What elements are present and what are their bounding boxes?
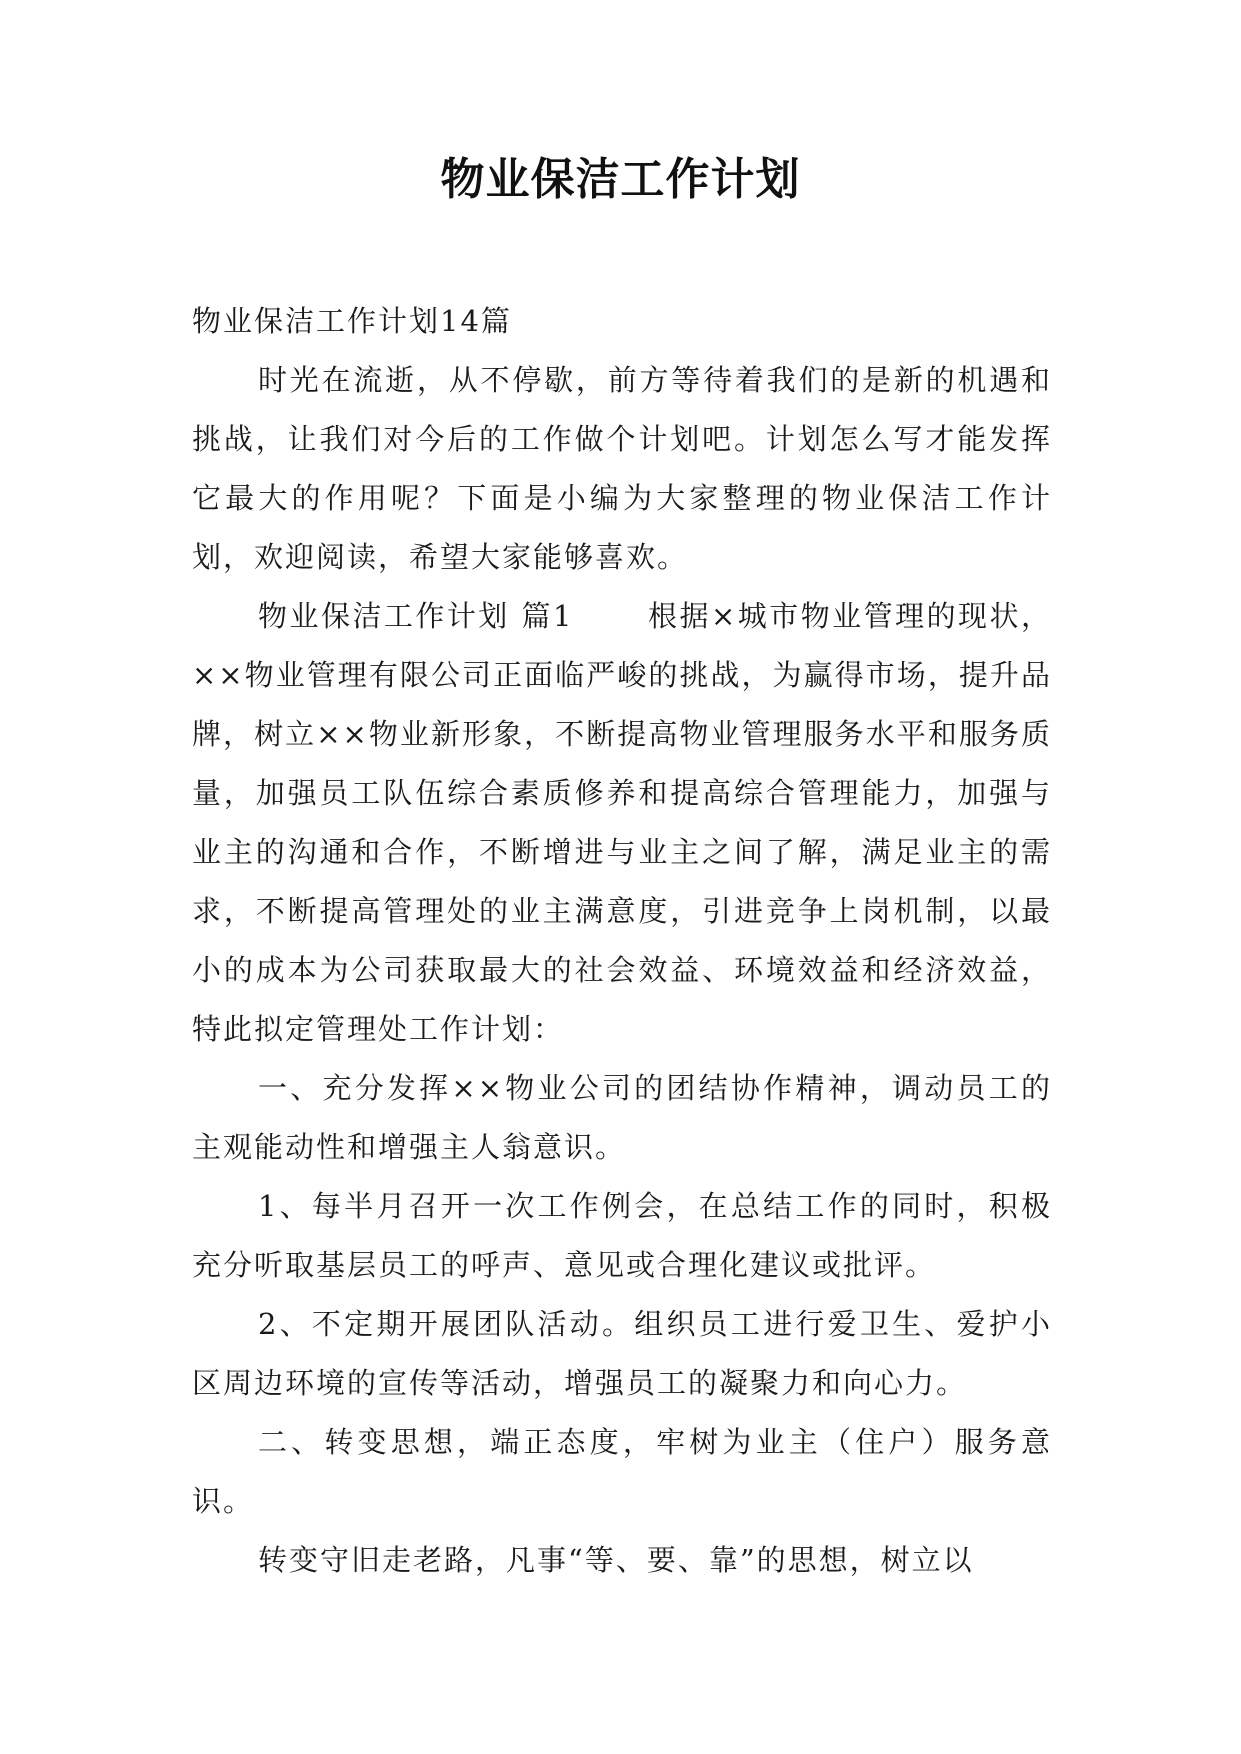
- paragraph-item-2: 2、不定期开展团队活动。组织员工进行爱卫生、爱护小区周边环境的宣传等活动，增强员工的凝聚力和向心力。: [192, 1307, 1052, 1400]
- document-body: [192, 292, 1052, 1590]
- paragraph-section-1: 物业保洁工作计划 篇1 根据×城市物业管理的现状，××物业管理有限公司正面临严峻的挑战，为赢得市场，提升品牌，树立××物业新形象，不断提高物业管理服务水平和服务质量，加强员工队伍综合素质修养和提高综合管理能力，加强与业主的沟通和合作，不断增进与业主之间了解，满足业主的需求，不断提高管理处的业主满意度，引进竞争上岗机制，以最小的成本为公司获取最大的社会效益、环境效益和经济效益，特此拟定管理处工作计划：: [192, 599, 1052, 1046]
- paragraph-intro: 时光在流逝，从不停歇，前方等待着我们的是新的机遇和挑战，让我们对今后的工作做个计划吧。计划怎么写才能发挥它最大的作用呢？下面是小编为大家整理的物业保洁工作计划，欢迎阅读，希望大家能够喜欢。: [192, 363, 1052, 574]
- paragraph-body-last: 转变守旧走老路，凡事“等、要、靠”的思想，树立以: [258, 1543, 974, 1577]
- paragraph-item-1: 1、每半月召开一次工作例会，在总结工作的同时，积极充分听取基层员工的呼声、意见或合理化建议或批评。: [192, 1189, 1052, 1282]
- document-title: 物业保洁工作计划: [440, 154, 801, 205]
- paragraph-heading-2: 二、转变思想，端正态度，牢树为业主（住户）服务意识。: [192, 1425, 1052, 1518]
- document-subtitle: 物业保洁工作计划14篇: [192, 304, 512, 338]
- paragraph-heading-1: 一、充分发挥××物业公司的团结协作精神，调动员工的主观能动性和增强主人翁意识。: [192, 1071, 1052, 1164]
